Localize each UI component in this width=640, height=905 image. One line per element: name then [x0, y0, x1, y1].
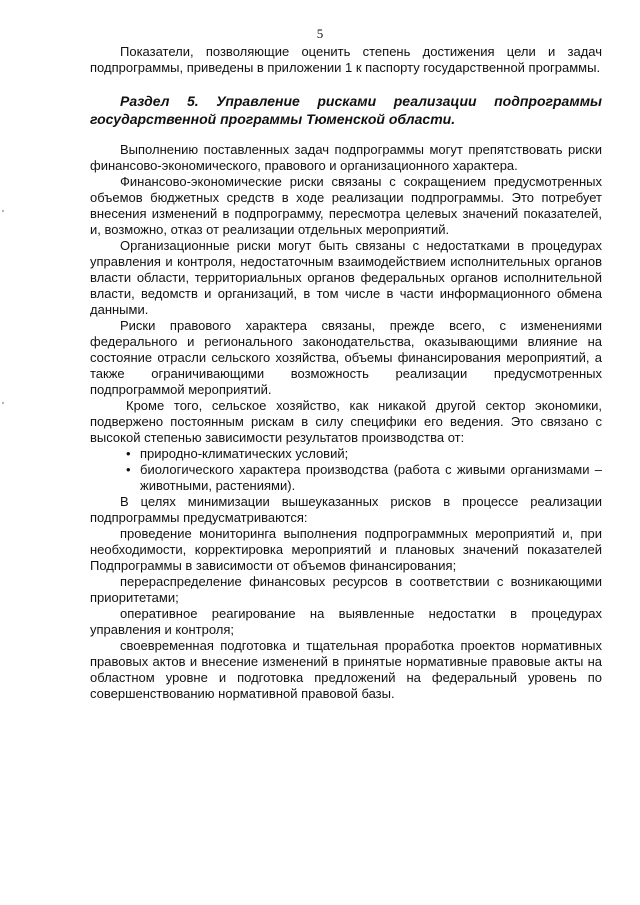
measure-item: перераспределение финансовых ресурсов в соответствии с возникающими приоритетами;	[90, 574, 602, 605]
paragraph: Выполнению поставленных задач подпрограммы могут препятствовать риски финансово-экономического, правового и организационного характера.	[90, 142, 602, 173]
measure-item: оперативное реагирование на выявленные недостатки в процедурах управления и контроля;	[90, 606, 602, 637]
measures-intro: В целях минимизации вышеуказанных рисков в процессе реализации подпрограммы предусматриваются:	[90, 494, 602, 525]
document-body	[90, 44, 602, 702]
paragraph: Риски правового характера связаны, прежде всего, с изменениями федерального и регионального законодательства, оказывающими влияние на состояние отрасли сельского хозяйства, объемы финансирования мероприятий, а также ограничивающими возможность реализации предусмотренных подпрограммой мероприятий.	[90, 318, 602, 397]
bullet-item	[90, 446, 602, 462]
page-number: 5	[316, 26, 324, 41]
measure-item: своевременная подготовка и тщательная проработка проектов нормативных правовых актов и внесение изменений в принятые нормативные правовые акты на областном уровне и подготовка предложений на федеральный уровень по совершенствованию нормативной правовой базы.	[90, 638, 602, 701]
paragraph: Организационные риски могут быть связаны с недостатками в процедурах управления и контроля, недостаточным взаимодействием исполнительных органов власти области, территориальных органов федеральных органов исполнительной власти, ведомств и организаций, в том числе в части информационного обмена данными.	[90, 238, 602, 317]
section-heading: Раздел 5. Управление рисками реализации подпрограммы государственной программы Тюменской области.	[90, 93, 602, 127]
bullet-marker: •	[126, 446, 131, 461]
bullet-text: природно-климатических условий;	[140, 446, 349, 461]
scan-margin-mark	[2, 402, 4, 404]
intro-paragraph: Показатели, позволяющие оценить степень достижения цели и задач подпрограммы, приведены в приложении 1 к паспорту государственной программы.	[90, 44, 602, 75]
measure-item: проведение мониторинга выполнения подпрограммных мероприятий и, при необходимости, корректировка мероприятий и плановых значений показателей Подпрограммы в зависимости от объемов финансирования;	[90, 526, 602, 573]
scan-margin-mark	[2, 210, 4, 212]
bullet-item	[90, 462, 602, 494]
bullet-marker: •	[126, 462, 131, 477]
bullet-text: биологического характера производства (работа с живыми организмами – животными, растениями).	[140, 462, 602, 493]
paragraph: Финансово-экономические риски связаны с сокращением предусмотренных объемов бюджетных средств в ходе реализации подпрограммы. Это потребует внесения изменений в подпрограмму, пересмотра целевых значений показателей, и, возможно, отказ от реализации отдельных мероприятий.	[90, 174, 602, 237]
paragraph: Кроме того, сельское хозяйство, как никакой другой сектор экономики, подвержено постоянным рискам в силу специфики его ведения. Это связано с высокой степенью зависимости результатов производства от:	[90, 398, 602, 445]
